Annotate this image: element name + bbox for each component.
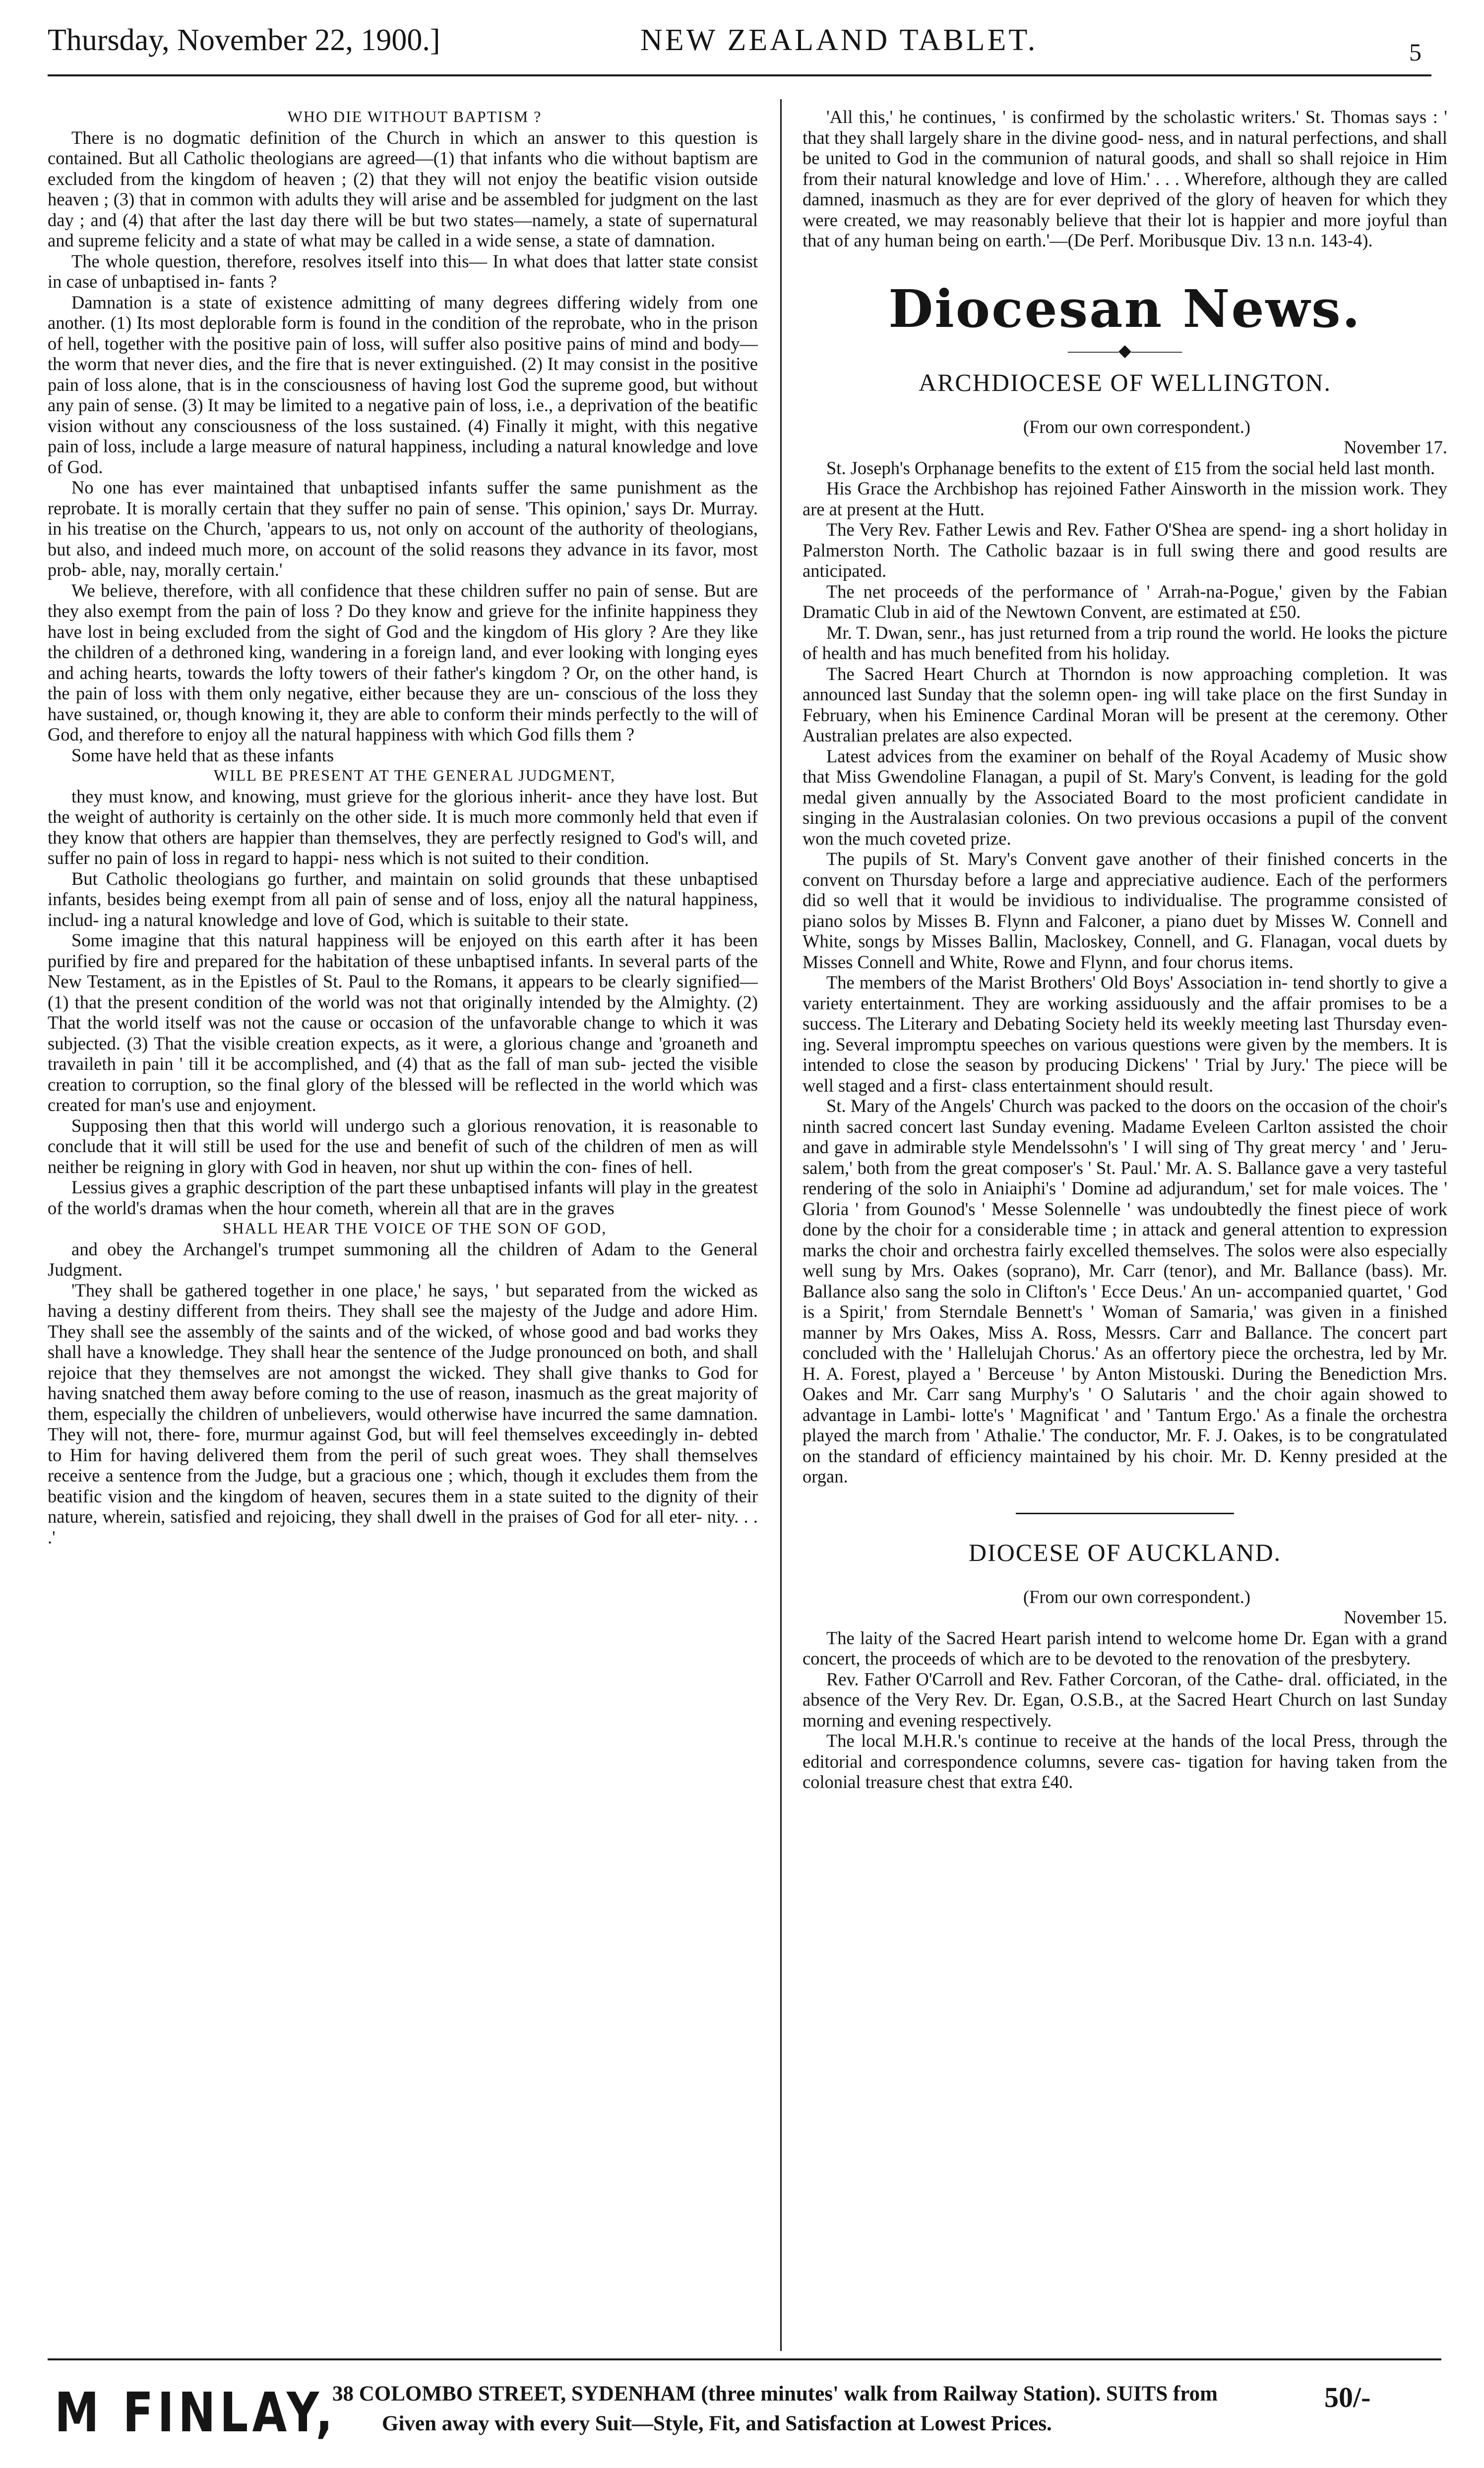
paragraph: St. Joseph's Orphanage benefits to the extent of £15 from the social held last month. [826, 457, 1435, 478]
auckland-news [803, 1628, 1447, 1792]
paragraph: The net proceeds of the performance of ' Arrah-na-Pogue,' given by the Fabian Dramatic Club in aid of the Newtown Convent, are estimated at £50. [803, 581, 1447, 622]
paragraph: Latest advices from the examiner on behalf of the Royal Academy of Music show that Miss Gwendoline Flanagan, a pupil of St. Mary's Convent, is leading for the gold medal given annually by the Associated Board to the most proficient candidate in singing in the Australasian colonies. On two previous occasions a pupil of the convent won the much coveted prize. [803, 745, 1447, 849]
page-number: 5 [1409, 38, 1422, 66]
paragraph: The Very Rev. Father Lewis and Rev. Father O'Shea are spend- ing a short holiday in Palmerston North. The Catholic bazaar is in full swing there and good results are anticipated. [803, 519, 1447, 581]
dateline: November 17. [1344, 437, 1447, 457]
article-body-part2 [48, 786, 758, 1219]
paragraph: The pupils of St. Mary's Convent gave another of their finished concerts in the convent on Thursday before a large and appreciative audience. Each of the performers did so well that it would be invidious to individualise. The programme consisted of piano solos by Misses B. Flynn and Falconer, a piano duet by Misses W. Connell and White, songs by Misses Ballin, Macloskey, Connell, and G. Flanagan, vocal duets by Misses Connell and White, Rowe and Flynn, and four chorus items. [803, 849, 1447, 972]
article-body-part3 [48, 1239, 758, 1548]
issue-date: Thursday, November 22, 1900.] [48, 23, 440, 57]
paragraph: The members of the Marist Brothers' Old Boys' Association in- tend shortly to give a variety entertainment. They are working assiduously and the affair promises to be a success. The Literary and Debating Society held its weekly meeting last Thursday even- ing. Several impromptu speeches on various questions were given by the members. It is intended to close the season by producing Dickens' ' Trial by Jury.' The piece will be well staged and a first- class entertainment should result. [803, 972, 1447, 1096]
inline-caps-phrase: SHALL HEAR THE VOICE OF THE SON OF GOD, [222, 1219, 607, 1237]
paragraph: Rev. Father O'Carroll and Rev. Father Corcoran, of the Cathe- dral. officiated, in the absence of the Very Rev. Dr. Egan, O.S.B., at the Sacred Heart Church on last Sunday morning and evening respectively. [803, 1668, 1447, 1730]
advert-rule [48, 2358, 1441, 2360]
paragraph: Mr. T. Dwan, senr., has just returned from a trip round the world. He looks the picture of health and has much benefited from his holiday. [803, 622, 1447, 663]
paragraph: Lessius gives a graphic description of the part these unbaptised infants will play in the greatest of the world's dramas when the hour cometh, wherein all that are in the graves [48, 1177, 758, 1218]
article-subheading: WHO DIE WITHOUT BAPTISM ? [287, 108, 542, 125]
advert-tagline: Given away with every Suit—Style, Fit, and Satisfaction at Lowest Prices. [382, 2412, 1052, 2435]
advert-address: 38 COLOMBO STREET, SYDENHAM (three minutes' walk from Railway Station). SUITS from [332, 2382, 1218, 2406]
paragraph: St. Mary of the Angels' Church was packed to the doors on the occasion of the choir's ninth sacred concert last Sunday evening. Madame Eveleen Carlton assisted the choir and gave in admirable style Mendelssohn's ' I will sing of Thy great mercy ' and ' Jeru- salem,' both from the great composer's ' St. Paul.' Mr. A. S. Ballance gave a very tasteful rendering of the solo in Aniaiphi's ' Domine ad adjurandum,' set for male voices. The ' Gloria ' from Gounod's ' Messe Solennelle ' was undoubtedly the finest piece of work done by the choir for a considerable time ; in attack and general attention to expression marks the choir and orchestra fairly excelled themselves. The solos were also especially well sung by Mrs. Oakes (soprano), Mr. Carr (tenor), and Mr. Ballance (bass). Mr. Ballance also sang the solo in Clifton's ' Ecce Deus.' An un- accompanied quartet, ' God is a Spirit,' from Sterndale Bennett's ' Woman of Samaria,' was given in a finished manner by Mrs Oakes, Miss A. Ross, Messrs. Carr and Ballance. The concert part concluded with the ' Hallelujah Chorus.' As an offertory piece the orchestra, led by Mr. H. A. Forest, played a ' Berceuse ' by Anton Mistouski. During the Benediction Mrs. Oakes and Mr. Carr sang Murphy's ' O Salutaris ' and the choir again showed to advantage in Lambi- lotte's ' Magnificat ' and ' Tantum Ergo.' As a finale the orchestra played the march from ' Athalie.' The conductor, Mr. F. J. Oakes, is to be congratulated on the standard of efficiency maintained by his choir. Mr. D. Kenny presided at the organ. [803, 1096, 1447, 1486]
paragraph: Damnation is a state of existence admitting of many degrees differing widely from one another. (1) Its most deplorable form is found in the condition of the reprobate, who in the prison of hell, together with the positive pain of loss, will suffer also positive pains of mind and body—the worm that never dies, and the fire that is never extinguished. (2) It may consist in the positive pain of loss alone, that is in the consciousness of having lost God the supreme good, but without any pain of sense. (3) It may be limited to a negative pain of loss, i.e., a deprivation of the beatific vision without any consciousness of the loss sustained. (4) Finally it might, with this negative pain of loss, include a large measure of natural happiness, including a natural knowledge and love of God. [48, 292, 758, 477]
paragraph: The local M.H.R.'s continue to receive at the hands of the local Press, through the editorial and correspondence columns, severe cas- tigation for having taken from the colonial treasure chest that extra £40. [803, 1730, 1447, 1792]
column-divider [780, 99, 782, 2351]
section-rule [1016, 1513, 1234, 1514]
paragraph: and obey the Archangel's trumpet summoning all the children of Adam to the General Judgment. [48, 1238, 758, 1280]
paragraph: No one has ever maintained that unbaptised infants suffer the same punishment as the reprobate. It is morally certain that they suffer no pain of sense. 'This opinion,' says Dr. Murray. in his treatise on the Church, 'appears to us, not only on account of the authority of theologians, but also, and indeed much more, on account of the solid reasons they advance in its favor, most prob- able, nay, morally certain.' [48, 477, 758, 580]
correspondent-line: (From our own correspondent.) [1023, 1586, 1251, 1607]
masthead [48, 0, 1431, 76]
wellington-news [803, 458, 1447, 1487]
section-title: Diocesan News. [888, 278, 1361, 339]
paragraph: Supposing then that this world will undergo such a glorious renovation, it is reasonable to conclude that it will still be used for the use and benefit of such of the children of men as will neither be reigning in glory with God in heaven, nor shut up within the con- fines of hell. [48, 1115, 758, 1177]
article-continuation: 'All this,' he continues, ' is confirmed by the scholastic writers.' St. Thomas says : ' that they shall largely share in the divine good- ness, and in natural perfections, and shall be united to God in the communion of natural goods, and shall so shall rejoice in Him from their natural knowledge and love of Him.' . . . Wherefore, although they are called damned, inasmuch as they are for ever deprived of the glory of heaven for which they were created, we may reasonably believe that their lot is happier and more joyful than that of any human being on earth.'—(De Perf. Moribusque Div. 13 n.n. 143-4). [803, 107, 1447, 250]
ornament-divider: ———◆——— [1067, 341, 1182, 360]
paragraph: The whole question, therefore, resolves itself into this— In what does that latter state consist in case of unbaptised in- fants ? [48, 250, 758, 292]
paragraph: But Catholic theologians go further, and maintain on solid grounds that these unbaptised infants, besides being exempt from all pain of sense and of loss, enjoy all the natural happiness, includ- ing a natural knowledge and love of God, which is suitable to their state. [48, 868, 758, 930]
paragraph: Some have held that as these infants [71, 744, 334, 765]
left-column [48, 107, 758, 2339]
advert-price: 50/- [1324, 2381, 1371, 2413]
paragraph: they must know, and knowing, must grieve for the glorious inherit- ance they have lost. But the weight of authority is certainly on the other side. It is much more commonly held that even if they know that others are happier than themselves, they are perfectly resigned to God's will, and suffer no pain of loss in regard to happi- ness which is not suited to their condition. [48, 786, 758, 868]
paragraph: We believe, therefore, with all confidence that these children suffer no pain of sense. But are they also exempt from the pain of loss ? Do they know and grieve for the infinite happiness they have lost in being excluded from the sight of God and the kingdom of His glory ? Are they like the children of a dethroned king, wandering in a foreign land, and ever looking with longing eyes and aching hearts, towards the lofty towers of their father's kingdom ? Or, on the other hand, is the pain of loss with them only negative, either because they are un- conscious of the loss they have sustained, or, though knowing it, they are able to conform their minds perfectly to the will of God, and therefore to enjoy all the natural happiness with which God fills them ? [48, 580, 758, 744]
wellington-heading: ARCHDIOCESE OF WELLINGTON. [918, 368, 1332, 396]
newspaper-title: NEW ZEALAND TABLET. [640, 23, 1038, 57]
paragraph: Some imagine that this natural happiness will be enjoyed on this earth after it has been purified by fire and prepared for the habitation of these unbaptised infants. In several parts of the New Testament, as in the Epistles of St. Paul to the Romans, it appears to be clearly signified—(1) that the present condition of the world was not that originally intended by the Almighty. (2) That the world itself was not the cause or occasion of the unfavorable change to which it was subjected. (3) That the visible creation expects, as it were, a glorious change and 'groaneth and travaileth in pain ' till it be accomplished, and (4) that as the fall of man sub- jected the visible creation to corruption, so the final glory of the blessed will be reflected in the world which was created for man's use and enjoyment. [48, 930, 758, 1115]
auckland-heading: DIOCESE OF AUCKLAND. [968, 1538, 1282, 1566]
paragraph: 'They shall be gathered together in one place,' he says, ' but separated from the wicked as having a destiny different from theirs. They shall see the majesty of the Judge and adore Him. They shall see the assembly of the saints and of the wicked, of whose good and bad works they shall have a knowledge. They shall hear the sentence of the Judge pronounced on both, and shall rejoice that they themselves are not amongst the wicked. They shall give thanks to God for having snatched them away before coming to the use of reason, inasmuch as the great majority of them, especially the children of unbelievers, would otherwise have incurred the same damnation. They will not, there- fore, murmur against God, but will feel themselves exceedingly in- debted to Him for having delivered them from the peril of such great woes. They shall themselves receive a sentence from the Judge, but a gracious one ; which, though it excludes them from the beatific vision and the kingdom of heaven, secures them in a state suited to the dignity of their nature, wherein, satisfied and rejoicing, they shall dwell in the praises of God for all eter- nity. . . .' [48, 1280, 758, 1547]
paragraph: The Sacred Heart Church at Thorndon is now approaching completion. It was announced last Sunday that the solemn open- ing will take place on the first Sunday in February, when his Eminence Cardinal Moran will be present at the ceremony. Other Australian prelates are also expected. [803, 663, 1447, 745]
paragraph: The laity of the Sacred Heart parish intend to welcome home Dr. Egan with a grand concert, the proceeds of which are to be devoted to the renovation of the presbytery. [803, 1627, 1447, 1668]
article-body-part1 [48, 127, 758, 766]
advert-name: M FINLAY, [55, 2381, 337, 2444]
paragraph: There is no dogmatic definition of the Church in which an answer to this question is contained. But all Catholic theologians are agreed—(1) that infants who die without baptism are excluded from the kingdom of heaven ; (2) that they will not enjoy the beatific vision outside heaven ; (3) that in common with adults they will arise and be assembled for judgment on the last day ; and (4) that after the last day there will be but two states—namely, a state of supernatural and supreme felicity and a state of what may be called in a wide sense, a state of damnation. [48, 127, 758, 250]
right-column [803, 107, 1447, 2339]
dateline: November 15. [1344, 1607, 1447, 1627]
paragraph: His Grace the Archbishop has rejoined Father Ainsworth in the mission work. They are at present at the Hutt. [803, 478, 1447, 519]
correspondent-line: (From our own correspondent.) [1023, 416, 1251, 437]
inline-caps-phrase: WILL BE PRESENT AT THE GENERAL JUDGMENT, [213, 766, 616, 784]
